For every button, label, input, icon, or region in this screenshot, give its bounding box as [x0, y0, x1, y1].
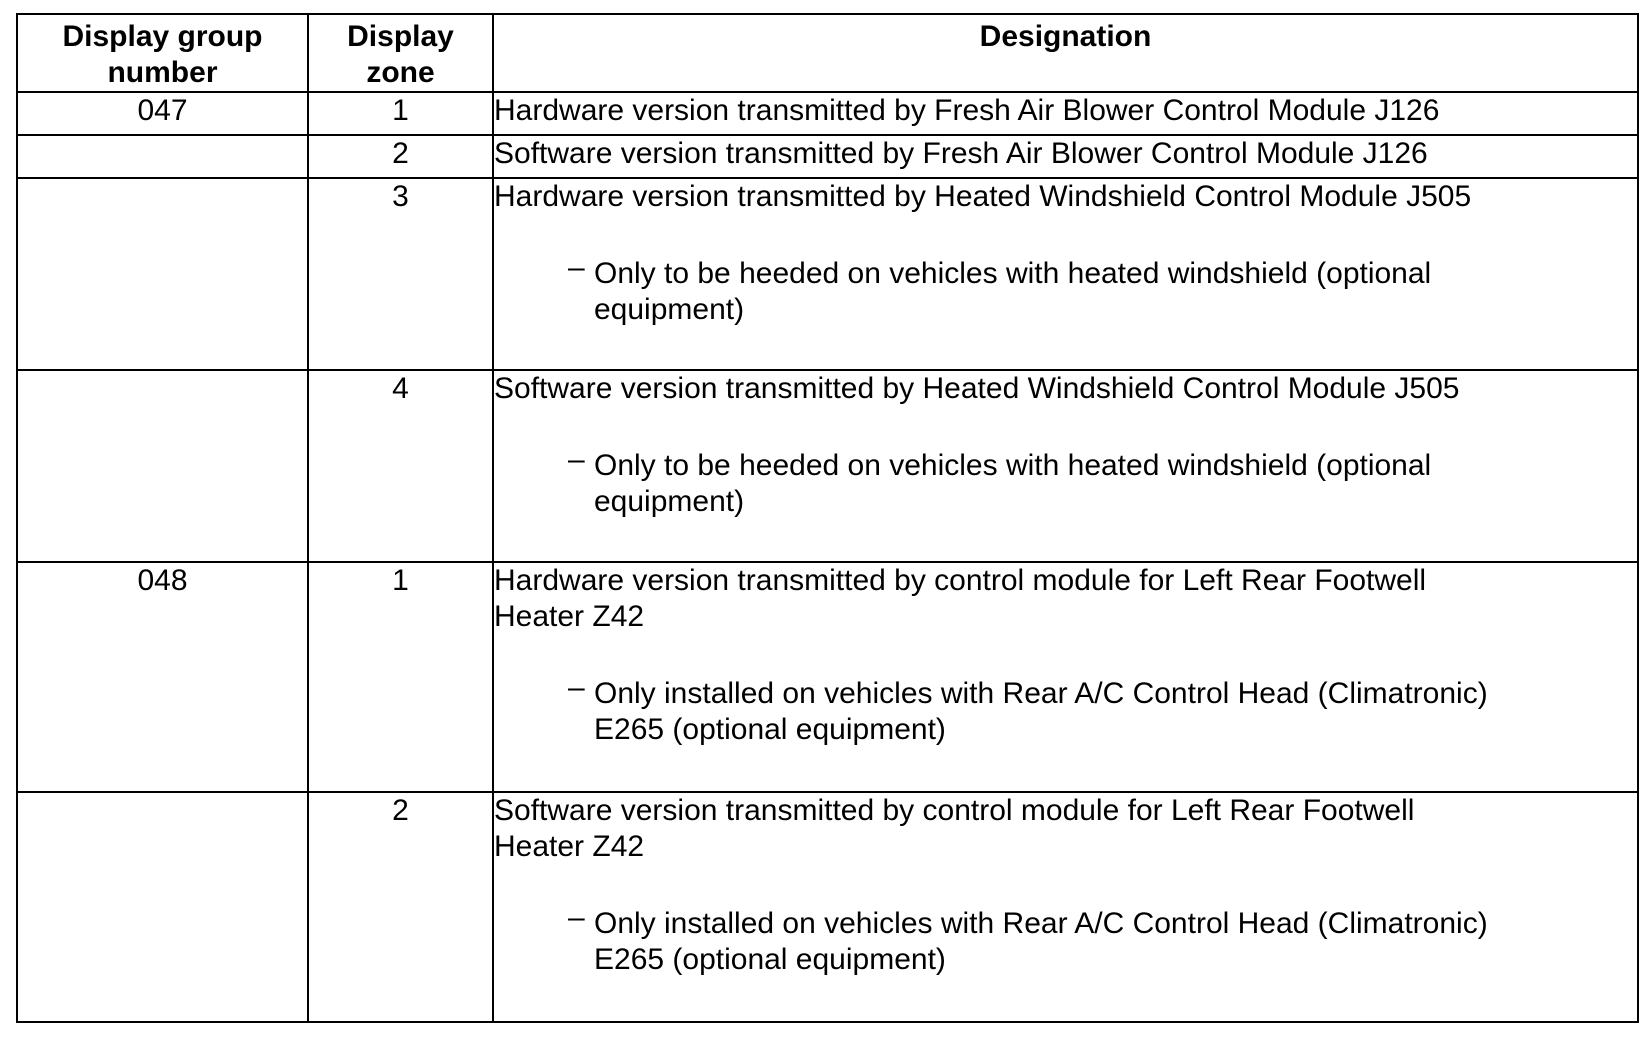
group-number-cell	[17, 370, 308, 562]
table-row	[17, 562, 1638, 792]
table-row	[17, 370, 1638, 562]
header-zone-line-1: Display	[347, 20, 454, 53]
dash-bullet: –	[568, 443, 585, 476]
designation-text: Heater Z42	[494, 830, 645, 863]
table-header-row	[17, 14, 1638, 92]
header-display-group-number	[17, 14, 308, 92]
designation-text: Heater Z42	[494, 600, 645, 633]
designation-text: Hardware version transmitted by control module for Left Rear Footwell	[494, 564, 1427, 597]
designation-cell	[493, 370, 1638, 562]
note-text: E265 (optional equipment)	[594, 943, 946, 976]
group-number-cell: 047	[17, 92, 308, 135]
designation-text: Software version transmitted by Fresh Air Blower Control Module J126	[494, 137, 1428, 170]
dash-bullet: –	[568, 251, 585, 284]
note-text: Only installed on vehicles with Rear A/C Control Head (Climatronic)	[594, 677, 1488, 710]
note-text: Only installed on vehicles with Rear A/C Control Head (Climatronic)	[594, 907, 1488, 940]
designation-cell	[493, 562, 1638, 792]
designation-text: Hardware version transmitted by Fresh Air Blower Control Module J126	[494, 94, 1440, 127]
designation-cell	[493, 792, 1638, 1022]
zone-cell: 3	[308, 178, 493, 370]
note-text: Only to be heeded on vehicles with heated windshield (optional	[594, 449, 1432, 482]
note-text: equipment)	[594, 485, 745, 518]
zone-cell: 1	[308, 562, 493, 792]
note	[568, 671, 1637, 748]
designation-cell	[493, 135, 1638, 178]
header-zone-line-2: zone	[366, 56, 435, 89]
zone-cell: 1	[308, 92, 493, 135]
note-text: equipment)	[594, 293, 745, 326]
display-group-table	[16, 13, 1639, 1023]
zone-cell: 2	[308, 792, 493, 1022]
note	[568, 251, 1637, 328]
header-designation: Designation	[493, 14, 1638, 92]
dash-bullet: –	[568, 671, 585, 704]
note-text: Only to be heeded on vehicles with heated windshield (optional	[594, 257, 1432, 290]
note	[568, 443, 1637, 520]
group-number-cell	[17, 178, 308, 370]
note-text: E265 (optional equipment)	[594, 713, 946, 746]
header-group-line-1: Display group	[62, 20, 263, 53]
designation-text: Software version transmitted by Heated Windshield Control Module J505	[494, 372, 1460, 405]
group-number-cell	[17, 135, 308, 178]
table-row	[17, 92, 1638, 135]
zone-cell: 2	[308, 135, 493, 178]
dash-bullet: –	[568, 901, 585, 934]
note	[568, 901, 1637, 978]
group-number-cell	[17, 792, 308, 1022]
group-number-cell: 048	[17, 562, 308, 792]
header-display-zone	[308, 14, 493, 92]
designation-cell	[493, 92, 1638, 135]
designation-text: Hardware version transmitted by Heated Windshield Control Module J505	[494, 180, 1472, 213]
zone-cell: 4	[308, 370, 493, 562]
header-group-line-2: number	[107, 56, 218, 89]
table-row	[17, 135, 1638, 178]
table-row	[17, 792, 1638, 1022]
designation-cell	[493, 178, 1638, 370]
table-row	[17, 178, 1638, 370]
designation-text: Software version transmitted by control module for Left Rear Footwell	[494, 794, 1415, 827]
